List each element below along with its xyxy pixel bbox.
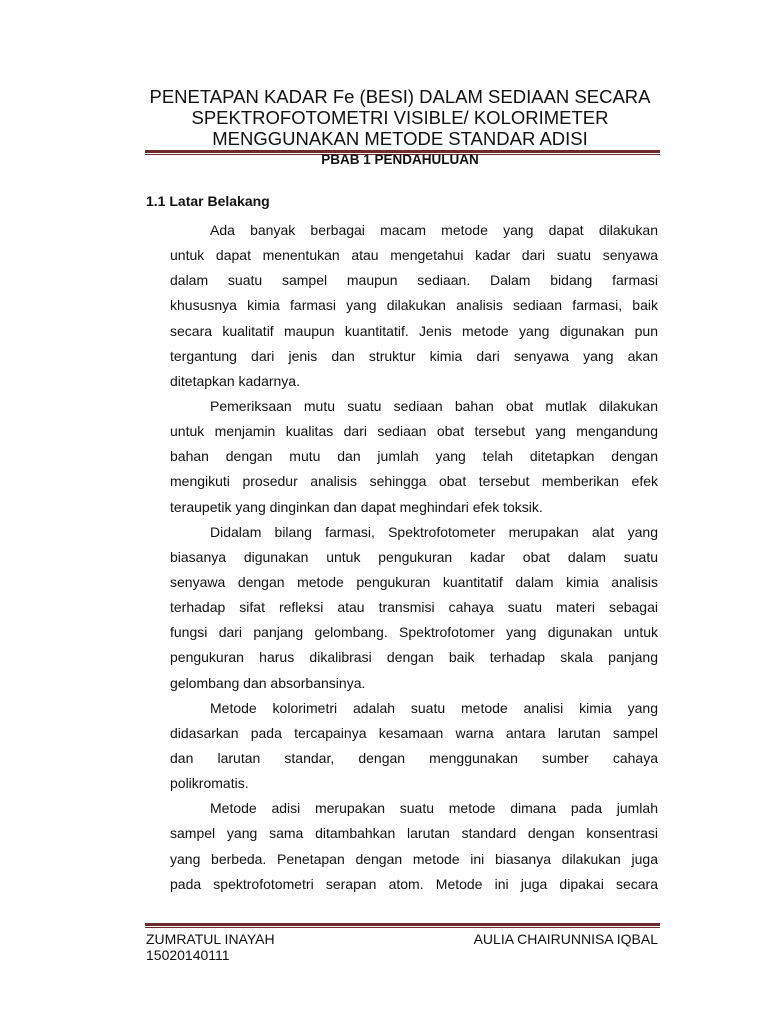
text-line: secara kualitatif maupun kuantitatif. Jenis metode yang digunakan pun bbox=[170, 322, 658, 339]
text-line: yang berbeda. Penetapan dengan metode ini biasanya dilakukan juga bbox=[170, 850, 658, 867]
text-line: untuk menjamin kualitas dari sediaan obat tersebut yang mengandung bbox=[170, 423, 658, 440]
text-line: Didalam bilang farmasi, Spektrofotometer merupakan alat yang bbox=[210, 523, 658, 540]
text-line: Metode kolorimetri adalah suatu metode analisi kimia yang bbox=[210, 699, 658, 716]
footer-rule bbox=[145, 923, 660, 928]
chapter-heading: PBAB 1 PENDAHULUAN bbox=[321, 152, 479, 167]
text-line: fungsi dari panjang gelombang. Spektrofotomer yang digunakan untuk bbox=[170, 624, 658, 641]
text-line: terhadap sifat refleksi atau transmisi cahaya suatu materi sebagai bbox=[170, 599, 658, 616]
text-line: teraupetik yang dinginkan dan dapat meghindari efek toksik. bbox=[170, 498, 543, 515]
text-line: didasarkan pada tercapainya kesamaan warna antara larutan sampel bbox=[170, 724, 658, 741]
text-line: gelombang dan absorbansinya. bbox=[170, 674, 366, 691]
paragraph bbox=[170, 796, 658, 897]
text-line: senyawa dengan metode pengukuran kuantitatif dalam kimia analisis bbox=[170, 573, 658, 590]
text-line: pada spektrofotometri serapan atom. Metode ini juga dipakai secara bbox=[170, 875, 658, 892]
body-text bbox=[170, 218, 658, 897]
text-line: sampel yang sama ditambahkan larutan standard dengan konsentrasi bbox=[170, 825, 658, 842]
text-line: bahan dengan mutu dan jumlah yang telah ditetapkan dengan bbox=[170, 448, 658, 465]
footer-left-name: ZUMRATUL INAYAH bbox=[146, 931, 275, 947]
footer-left-id: 15020140111 bbox=[146, 947, 230, 963]
title-line: SPEKTROFOTOMETRI VISIBLE/ KOLORIMETER bbox=[191, 107, 609, 128]
text-line: Pemeriksaan mutu suatu sediaan bahan obat mutlak dilakukan bbox=[210, 397, 658, 414]
text-line: dan larutan standar, dengan menggunakan sumber cahaya bbox=[170, 749, 658, 766]
text-line: untuk dapat menentukan atau mengetahui kadar dari suatu senyawa bbox=[170, 247, 658, 264]
text-line: biasanya digunakan untuk pengukuran kadar obat dalam suatu bbox=[170, 548, 658, 565]
text-line: Ada banyak berbagai macam metode yang dapat dilakukan bbox=[210, 222, 658, 238]
paragraph bbox=[170, 218, 658, 394]
text-line: pengukuran harus dikalibrasi dengan baik terhadap skala panjang bbox=[170, 649, 658, 666]
text-line: polikromatis. bbox=[170, 775, 249, 792]
text-line: mengikuti prosedur analisis sehingga obat tersebut memberikan efek bbox=[170, 473, 658, 490]
text-line: dalam suatu sampel maupun sediaan. Dalam bidang farmasi bbox=[170, 272, 658, 289]
paragraph bbox=[170, 394, 658, 520]
title-line: PENETAPAN KADAR Fe (BESI) DALAM SEDIAAN SECARA bbox=[149, 86, 651, 107]
footer-right-name: AULIA CHAIRUNNISA IQBAL bbox=[473, 931, 658, 947]
text-line: tergantung dari jenis dan struktur kimia dari senyawa yang akan bbox=[170, 347, 658, 364]
section-heading: 1.1 Latar Belakang bbox=[146, 193, 270, 209]
paragraph bbox=[170, 696, 658, 797]
text-line: ditetapkan kadarnya. bbox=[170, 372, 300, 389]
text-line: khususnya kimia farmasi yang dilakukan analisis sediaan farmasi, baik bbox=[170, 297, 658, 314]
paragraph bbox=[170, 520, 658, 696]
text-line: Metode adisi merupakan suatu metode dimana pada jumlah bbox=[210, 800, 658, 817]
title-line: MENGGUNAKAN METODE STANDAR ADISI bbox=[212, 128, 588, 149]
document-title bbox=[140, 86, 660, 149]
